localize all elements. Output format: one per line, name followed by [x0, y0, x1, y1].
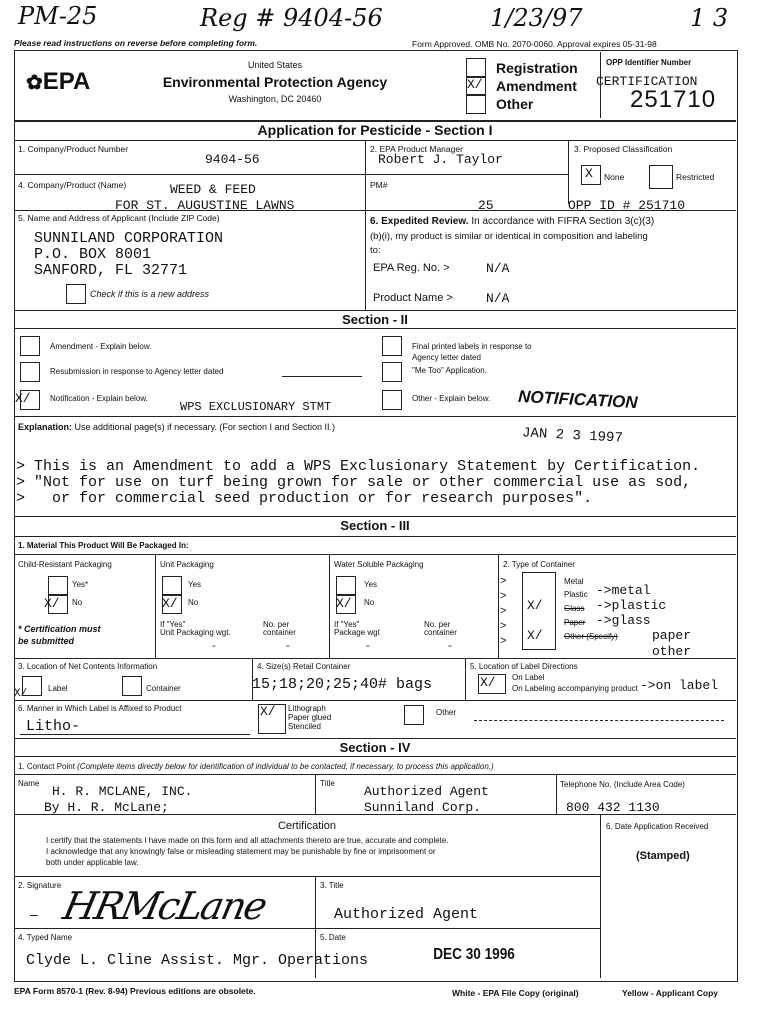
company-number-value: 9404-56 [205, 152, 260, 167]
explanation-line2: > "Not for use on turf being grown for sale or other commercial use as sod, [16, 474, 692, 491]
unit-yes-label: Yes [188, 580, 202, 589]
child-resistant-label: Child-Resistant Packaging [18, 560, 112, 569]
contact-point-label: 1. Contact Point (Complete items directly below for identification of individual to be contacted, if necessary, to process this application.) [18, 762, 494, 771]
phone-label: Telephone No. (Include Area Code) [560, 780, 685, 789]
section1-title: Application for Pesticide - Section I [257, 122, 493, 138]
plastic-mark: X/ [527, 598, 543, 613]
product-name-value2: FOR ST. AUGUSTINE LAWNS [115, 198, 295, 213]
typed-name-value: Clyde L. Cline Assist. Mgr. Operations [26, 952, 369, 969]
notification-label: Notification - Explain below. [50, 394, 148, 403]
signature: HRMcLane [59, 884, 270, 928]
opp-label: OPP Identifier Number [606, 58, 692, 67]
certification-line3: both under applicable law. [46, 858, 139, 867]
water-container: container [424, 628, 457, 637]
title3-value: Authorized Agent [334, 906, 479, 923]
net-label-mark: X/ [14, 688, 28, 700]
pm-number-value: 25 [478, 198, 494, 213]
product-name-ref-value: N/A [486, 291, 510, 306]
expedited-text3: to: [370, 245, 381, 256]
section3-title: Section - III [340, 518, 410, 533]
litho-mark: X/ [260, 704, 276, 719]
unit-no-per: No. per [263, 620, 290, 629]
date-label: 5. Date [320, 933, 346, 942]
other-specify-option: Other (Specify) [564, 632, 618, 641]
unit-per-value: - [286, 640, 290, 652]
child-yes-checkbox[interactable] [48, 576, 68, 596]
typed-glass: ->glass [596, 613, 651, 628]
manner-label: 6. Manner in Which Label is Affixed to Product [18, 704, 182, 713]
agency-address: Washington, DC 20460 [228, 94, 322, 104]
stamped-label: (Stamped) [636, 850, 690, 862]
water-yes-label: Yes [364, 580, 378, 589]
explanation-label: Explanation: Use additional page(s) if necessary. (For section I and Section II.) [18, 422, 335, 432]
other-label: Other [496, 96, 534, 112]
epa-reg-label: EPA Reg. No. > [373, 262, 450, 274]
other-checkbox[interactable] [466, 94, 486, 114]
handwritten-page: 1 3 [690, 4, 729, 32]
water-per-value: - [448, 640, 452, 652]
footer-yellow-copy: Yellow - Applicant Copy [622, 988, 719, 998]
expedited-review: 6. Expedited Review. In accordance with FIFRA Section 3(c)(3) [370, 216, 655, 227]
certification-line2: I acknowledge that any knowingly false or misleading statement may be punishable by fine or imprisonment or [46, 847, 436, 856]
opp-id-typed: OPP ID # 251710 [568, 198, 686, 213]
manner-other-checkbox[interactable] [404, 705, 424, 725]
stenciled-option: Stenciled [288, 722, 321, 731]
me-too-checkbox[interactable] [382, 362, 402, 382]
unit-yes-checkbox[interactable] [162, 576, 182, 596]
retail-size-value: 15;18;20;25;40# bags [252, 676, 433, 693]
unit-wgt-label: Unit Packaging wgt. [160, 628, 231, 637]
final-labels-line1: Final printed labels in response to [412, 342, 532, 351]
certification-note1: * Certification must [18, 624, 101, 634]
child-yes-label: Yes* [72, 580, 89, 589]
notification-value: WPS EXCLUSIONARY STMT [180, 400, 332, 414]
resubmission-checkbox[interactable] [20, 362, 40, 382]
explanation-line1: > This is an Amendment to add a WPS Exclusionary Statement by Certification. [16, 458, 701, 475]
unit-no-mark: X/ [162, 596, 178, 611]
certification-note2: be submitted [18, 636, 75, 646]
stamp-date: JAN 2 3 1997 [521, 425, 624, 447]
date-value: DEC 30 1996 [433, 946, 515, 963]
epa-reg-value: N/A [486, 261, 510, 276]
new-address-checkbox[interactable] [66, 284, 86, 304]
container-type-label: 2. Type of Container [503, 560, 575, 569]
final-labels-checkbox[interactable] [382, 336, 402, 356]
water-no-mark: X/ [336, 596, 352, 611]
packaging-label: 1. Material This Product Will Be Packaged In: [18, 541, 189, 550]
approval-note: Form Approved. OMB No. 2070-0060. Approval expires 05-31-98 [412, 39, 657, 49]
none-mark: X [585, 166, 593, 181]
product-name-ref-label: Product Name > [373, 292, 453, 304]
epa-flower-icon: ✿ [26, 72, 43, 94]
expedited-text2: (b)(i), my product is similar or identical in composition and labeling [370, 231, 648, 242]
manner-value: Litho- [26, 718, 81, 735]
manner-other-label: Other [436, 708, 457, 717]
retail-size-label: 4. Size(s) Retail Container [257, 662, 351, 671]
amendment-explain-label: Amendment - Explain below. [50, 342, 152, 351]
product-name-label: 4. Company/Product (Name) [18, 180, 127, 190]
notification-mark: X/ [15, 391, 31, 406]
product-name-value1: WEED & FEED [170, 182, 256, 197]
phone-value: 800 432 1130 [566, 800, 660, 815]
title3-label: 3. Title [320, 881, 344, 890]
explanation-line3: > or for commercial seed production or for research purposes". [16, 490, 593, 507]
registration-checkbox[interactable] [466, 58, 486, 78]
address-line2: P.O. BOX 8001 [34, 246, 152, 263]
water-soluble-label: Water Soluble Packaging [334, 560, 424, 569]
signature-label: 2. Signature [18, 881, 62, 890]
epa-logo: ✿EPA [26, 68, 91, 95]
restricted-label: Restricted [676, 172, 715, 182]
net-container-checkbox[interactable] [122, 676, 142, 696]
registration-label: Registration [496, 60, 578, 76]
other-mark: X/ [527, 628, 543, 643]
on-labeling-option: On Labeling accompanying product [512, 684, 638, 693]
classification-label: 3. Proposed Classification [574, 144, 673, 154]
agency-line1: United States [247, 60, 303, 70]
typed-plastic: ->plastic [596, 598, 667, 613]
typed-metal: ->metal [596, 583, 651, 598]
water-wgt-label: Package wgt [334, 628, 380, 637]
notification-stamp: NOTIFICATION [517, 386, 639, 413]
resubmission-label: Resubmission in response to Agency letter dated [50, 367, 224, 376]
net-contents-label: 3. Location of Net Contents Information [18, 662, 158, 671]
pm-number-label: PM# [370, 180, 388, 190]
glass-option: Glass [564, 604, 585, 613]
certification-line1: I certify that the statements I have made on this form and all attachments thereto are true, accurate and complete. [46, 836, 449, 845]
plastic-option: Plastic [564, 590, 588, 599]
address-line1: SUNNILAND CORPORATION [34, 230, 224, 247]
other-explain-label: Other - Explain below. [412, 394, 491, 403]
new-address-label: Check if this is a new address [90, 289, 210, 299]
amendment-mark: X/ [467, 77, 483, 92]
on-label-mark: X/ [480, 675, 496, 690]
product-manager-label: 2. EPA Product Manager [370, 144, 463, 154]
certification-title: Certification [277, 820, 337, 832]
me-too-label: "Me Too" Application. [412, 366, 487, 375]
contact-name-label: Name [18, 779, 40, 788]
contact-title2: Sunniland Corp. [364, 800, 482, 815]
paper-option: Paper [564, 618, 586, 627]
label-directions-label: 5. Location of Label Directions [470, 662, 578, 671]
handwritten-reg: Reg # 9404-56 [200, 4, 383, 32]
restricted-checkbox[interactable] [649, 165, 673, 189]
handwritten-date: 1/23/97 [490, 4, 583, 32]
water-no-label: No [364, 598, 375, 607]
contact-title1: Authorized Agent [364, 784, 489, 799]
agency-name: Environmental Protection Agency [162, 74, 388, 90]
child-no-label: No [72, 598, 83, 607]
none-label: None [604, 172, 625, 182]
paper-glued-option: Paper glued [288, 713, 332, 722]
amendment-label: Amendment [496, 78, 577, 94]
metal-option: Metal [564, 577, 584, 586]
address-line3: SANFORD, FL 32771 [34, 262, 188, 279]
water-if-yes: If "Yes" [334, 620, 360, 629]
unit-wgt-value: - [212, 640, 216, 652]
on-label-option: On Label [512, 673, 545, 682]
opp-number: 251710 [630, 86, 717, 113]
typed-other: other [652, 644, 692, 659]
applicant-address-label: 5. Name and Address of Applicant (Include ZIP Code) [18, 213, 220, 223]
final-labels-line2: Agency letter dated [412, 353, 481, 362]
date-received-label: 6. Date Application Received [606, 822, 709, 831]
other-explain-checkbox[interactable] [382, 390, 402, 410]
unit-packaging-label: Unit Packaging [160, 560, 214, 569]
water-yes-checkbox[interactable] [336, 576, 356, 596]
typed-paper: paper [652, 628, 692, 643]
handwritten-pm: PM-25 [18, 2, 98, 30]
water-no-per: No. per [424, 620, 451, 629]
on-label-typed: ->on label [640, 678, 719, 693]
lithograph-option: Lithograph [288, 704, 326, 713]
child-no-mark: X/ [44, 596, 60, 611]
product-manager-value: Robert J. Taylor [378, 152, 503, 167]
section2-title: Section - II [342, 312, 408, 327]
amendment-explain-checkbox[interactable] [20, 336, 40, 356]
instructions-note: Please read instructions on reverse before completing form. [14, 38, 258, 48]
typed-name-label: 4. Typed Name [18, 933, 73, 942]
water-wgt-value: - [366, 640, 370, 652]
unit-no-label: No [188, 598, 199, 607]
company-number-label: 1. Company/Product Number [18, 144, 129, 154]
contact-name2: By H. R. McLane; [44, 800, 169, 815]
container-arrows: > > > > > [500, 575, 507, 647]
net-container-option: Container [146, 684, 181, 693]
certification-stamp: CERTIFICATION [596, 74, 698, 89]
contact-name1: H. R. MCLANE, INC. [52, 784, 193, 799]
footer-form-number: EPA Form 8570-1 (Rev. 8-94) Previous editions are obsolete. [14, 986, 256, 996]
footer-white-copy: White - EPA File Copy (original) [452, 988, 579, 998]
section4-title: Section - IV [339, 740, 411, 755]
net-label-option: Label [48, 684, 68, 693]
unit-container: container [263, 628, 296, 637]
contact-title-label: Title [320, 779, 335, 788]
unit-if-yes: If "Yes" [160, 620, 186, 629]
